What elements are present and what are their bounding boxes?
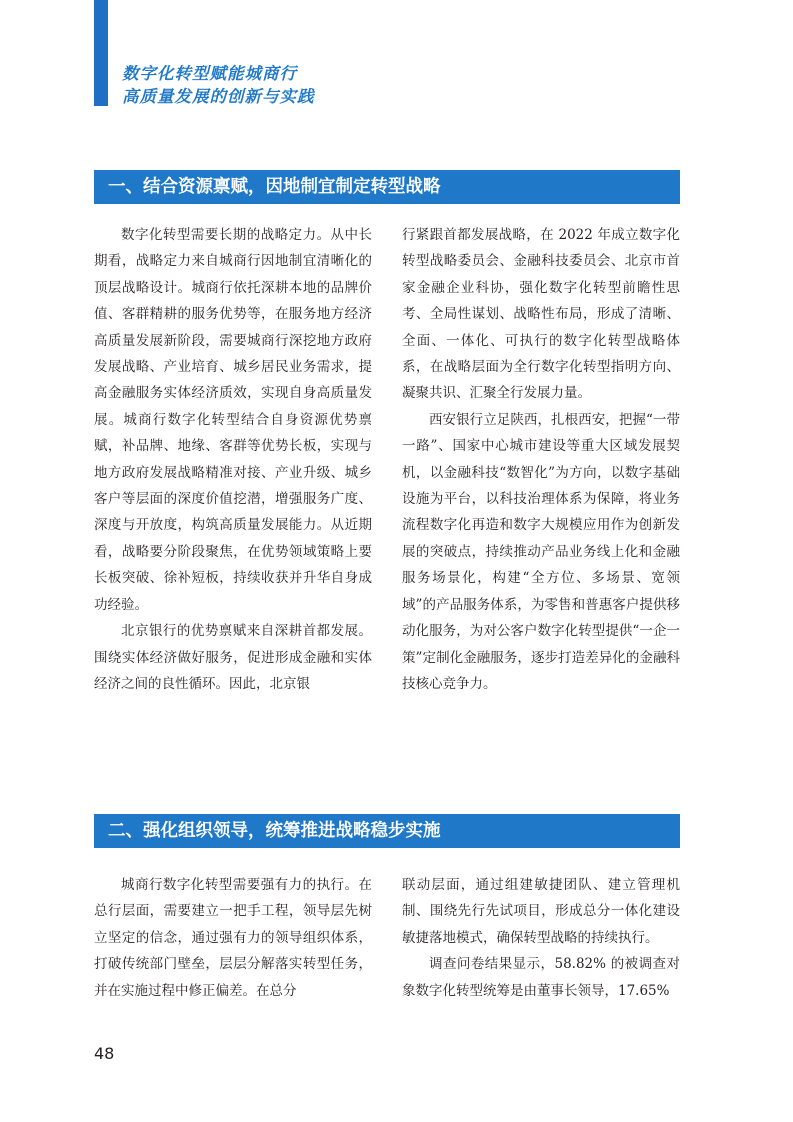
section1-right-column (402, 222, 680, 697)
paragraph: 城商行数字化转型需要强有力的执行。在总行层面，需要建立一把手工程，领导层先树立坚定的信念，通过强有力的领导组织体系，打破传统部门壁垒，层层分解落实转型任务，并在实施过程中修正偏差。在总分 (94, 877, 372, 999)
header-title-line1: 数字化转型赋能城商行 (122, 64, 297, 83)
header-title-line2: 高质量发展的创新与实践 (122, 87, 315, 106)
section1-left-column (94, 222, 372, 697)
paragraph: 数字化转型需要长期的战略定力。从中长期看，战略定力来自城商行因地制宜清晰化的顶层战略设计。城商行依托深耕本地的品牌价值、客群精耕的服务优势等，在服务地方经济高质量发展新阶段，需要城商行深挖地方政府发展战略、产业培育、城乡居民业务需求，提高金融服务实体经济质效，实现自身高质量发展。城商行数字化转型结合自身资源优势禀赋，补品牌、地缘、客群等优势长板，实现与地方政府发展战略精准对接、产业升级、城乡客户等层面的深度价值挖潜，增强服务广度、深度与开放度，构筑高质量发展能力。从近期看，战略要分阶段聚焦，在优势领域策略上要长板突破、徐补短板，持续收获并升华自身成功经验。 (94, 227, 372, 613)
running-header (122, 62, 315, 108)
paragraph: 西安银行立足陕西，扎根西安，把握“一带一路”、国家中心城市建设等重大区域发展契机，以金融科技“数智化”为方向，以数字基础设施为平台，以科技治理体系为保障，将业务流程数字化再造和数字大规模应用作为创新发展的突破点，持续推动产品业务线上化和金融服务场景化，构建“全方位、多场景、宽领域”的产品服务体系，为零售和普惠客户提供移动化服务，为对公客户数字化转型提供“一企一策”定制化金融服务，逐步打造差异化的金融科技核心竞争力。 (402, 411, 680, 692)
page-number: 48 (94, 1044, 115, 1063)
paragraph: 北京银行的优势禀赋来自深耕首都发展。围绕实体经济做好服务，促进形成金融和实体经济之间的良性循环。因此，北京银 (94, 623, 372, 692)
section2-left-column (94, 872, 372, 1004)
section2-right-column (402, 872, 680, 1004)
section2-heading: 二、强化组织领导，统筹推进战略稳步实施 (94, 814, 680, 848)
paragraph: 调查问卷结果显示，58.82% 的被调查对象数字化转型统筹是由董事长领导，17.65% (402, 956, 680, 999)
paragraph: 行紧跟首都发展战略，在 2022 年成立数字化转型战略委员会、金融科技委员会、北京市首家金融企业科协，强化数字化转型前瞻性思考、全局性谋划、战略性布局，形成了清晰、全面、一体化、可执行的数字化转型战略体系，在战略层面为全行数字化转型指明方向、凝聚共识、汇聚全行发展力量。 (402, 227, 680, 402)
section1-heading: 一、结合资源禀赋，因地制宜制定转型战略 (94, 170, 680, 204)
header-accent-bar (94, 0, 108, 106)
paragraph: 联动层面，通过组建敏捷团队、建立管理机制、围绕先行先试项目，形成总分一体化建设敏捷落地模式，确保转型战略的持续执行。 (402, 877, 680, 946)
